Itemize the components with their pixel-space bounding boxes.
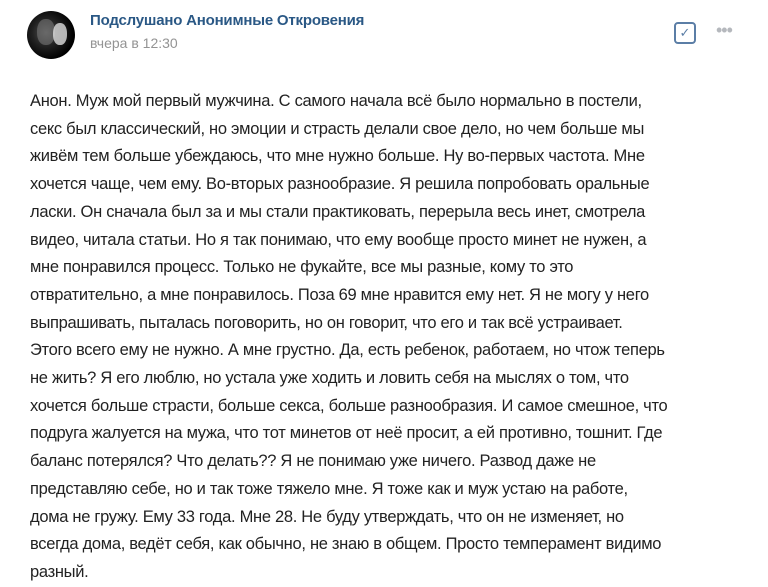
post-text-line: живём тем больше убеждаюсь, что мне нужно больше. Ну во-первых частота. Мне — [30, 147, 645, 166]
post-text-line: Этого всего ему не нужно. А мне грустно. Да, есть ребенок, работаем, но чтож теперь — [30, 341, 665, 360]
more-options-icon[interactable]: ••• — [716, 20, 732, 40]
post-text-line: разный. — [30, 562, 89, 581]
post-text-line: выпрашивать, пыталась поговорить, но он говорит, что его и так всё устраивает. — [30, 313, 623, 332]
community-avatar[interactable] — [27, 11, 75, 59]
post-text-line: ласки. Он сначала был за и мы стали практиковать, перерыла весь инет, смотрела — [30, 202, 646, 221]
post-timestamp[interactable]: вчера в 12:30 — [90, 35, 178, 51]
post-text-line: Анон. Муж мой первый мужчина. С самого начала всё было нормально в постели, — [30, 92, 642, 110]
check-icon[interactable]: ✓ — [674, 22, 696, 44]
post-text — [30, 88, 750, 587]
post-text-line: дома не гружу. Ему 33 года. Мне 28. Не буду утверждать, что он не изменяет, но — [30, 507, 624, 526]
post-text-line: всегда дома, ведёт себя, как обычно, не знаю в общем. Просто темперамент видимо — [30, 535, 662, 554]
community-name-link[interactable]: Подслушано Анонимные Откровения — [90, 12, 365, 29]
post-text-line: баланс потерялся? Что делать?? Я не понимаю уже ничего. Развод даже не — [30, 452, 596, 471]
post-header — [0, 0, 768, 70]
post-text-line: представляю себе, но и так тоже тяжело мне. Я тоже как и муж устаю на работе, — [30, 479, 628, 498]
post-text-line: секс был классический, но эмоции и страсть делали свое дело, но чем больше мы — [30, 119, 645, 138]
post-text-line: не жить? Я его люблю, но устала уже ходить и ловить себя на мыслях о том, что — [30, 369, 629, 388]
post-text-line: видео, читала статьи. Но я так понимаю, что ему вообще просто минет не нужен, а — [30, 230, 647, 249]
post-text-line: отвратительно, а мне понравилось. Поза 69 мне нравится ему нет. Я не могу у него — [30, 285, 649, 304]
post-text-line: подруга жалуется на мужа, что тот минетов от неё просит, а ей противно, тошнит. Где — [30, 424, 663, 443]
post-text-line: хочется больше страсти, больше секса, больше разнообразия. И самое смешное, что — [30, 396, 668, 415]
post-text-line: хочется чаще, чем ему. Во-вторых разнообразие. Я решила попробовать оральные — [30, 175, 650, 194]
post-text-line: мне понравился процесс. Только не фукайте, все мы разные, кому то это — [30, 258, 574, 277]
